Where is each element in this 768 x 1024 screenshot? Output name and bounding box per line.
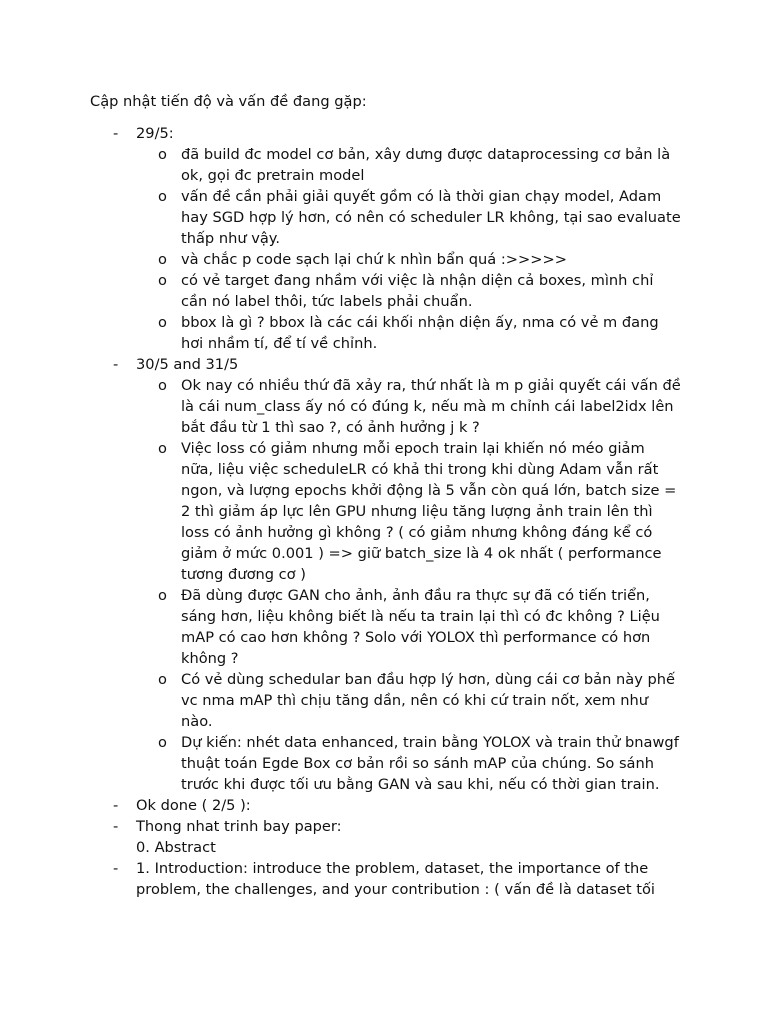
circle-bullet: o <box>158 440 167 457</box>
dash-bullet: - <box>113 860 119 877</box>
sub-item-text: đã build đc model cơ bản, xây dưng được dataprocessing cơ bản là ok, gọi đc pretrain model <box>181 146 671 184</box>
circle-bullet: o <box>158 734 167 751</box>
sub-item-list <box>0 375 768 795</box>
document-heading: Cập nhật tiến độ và vấn đề đang gặp: <box>90 93 367 110</box>
circle-bullet: o <box>158 251 167 268</box>
sub-item-text: bbox là gì ? bbox là các cái khối nhận diện ấy, nma có vẻ m đang hơi nhầm tí, để tí về chỉnh. <box>181 314 659 352</box>
circle-bullet: o <box>158 671 167 688</box>
circle-bullet: o <box>158 188 167 205</box>
log-entry-label: 1. Introduction: introduce the problem, dataset, the importance of the problem, the challenges, and your contribution : ( vấn đề là dataset tối <box>136 860 655 898</box>
log-entry-paper-outline <box>0 816 768 858</box>
sub-item-text: Việc loss có giảm nhưng mỗi epoch train lại khiến nó méo giảm nữa, liệu việc scheduleLR có khả thi trong khi dùng Adam vẫn rất ngon, và lượng epochs khởi động là 5 vẫn còn quá lớn, batch size = 2 thì giảm áp lực lên GPU nhưng liệu tăng lượng ảnh train lên thì loss có ảnh hưởng gì không ? ( có giảm nhưng không đáng kể có giảm ở mức 0.001 ) => giữ batch_size là 4 ok nhất ( performance tương đương cơ ) <box>181 440 677 583</box>
log-entry-29-5 <box>0 123 768 354</box>
sub-item-text: và chắc p code sạch lại chứ k nhìn bẩn quá :>>>>> <box>181 251 567 268</box>
log-entry-label: Ok done ( 2/5 ): <box>136 797 251 814</box>
circle-bullet: o <box>158 146 167 163</box>
sub-item-text: có vẻ target đang nhầm với việc là nhận diện cả boxes, mình chỉ cần nó label thôi, tức labels phải chuẩn. <box>181 272 654 310</box>
circle-bullet: o <box>158 587 167 604</box>
sub-item <box>0 270 768 312</box>
sub-item <box>0 186 768 249</box>
dash-bullet: - <box>113 356 119 373</box>
dash-bullet: - <box>113 125 119 142</box>
log-entry-30-31-5 <box>0 354 768 795</box>
circle-bullet: o <box>158 377 167 394</box>
sub-item <box>0 312 768 354</box>
circle-bullet: o <box>158 314 167 331</box>
abstract-line: 0. Abstract <box>136 839 216 856</box>
sub-item <box>0 732 768 795</box>
sub-item <box>0 585 768 669</box>
sub-item-text: Có vẻ dùng schedular ban đầu hợp lý hơn, dùng cái cơ bản này phế vc nma mAP thì chịu tăng dần, nên có khi cứ train nốt, xem như nào. <box>181 671 675 730</box>
sub-item <box>0 438 768 585</box>
log-entry-label: 30/5 and 31/5 <box>136 356 239 373</box>
sub-item <box>0 669 768 732</box>
sub-item-text: Dự kiến: nhét data enhanced, train bằng YOLOX và train thử bnawgf thuật toán Egde Box cơ bản rồi so sánh mAP của chúng. So sánh trước khi được tối ưu bằng GAN và sau khi, nếu có thời gian train. <box>181 734 679 793</box>
sub-item-text: vấn đề cần phải giải quyết gồm có là thời gian chạy model, Adam hay SGD hợp lý hơn, có nên có scheduler LR không, tại sao evaluate thấp như vậy. <box>181 188 681 247</box>
progress-log-list <box>0 123 768 900</box>
sub-item <box>0 375 768 438</box>
sub-item <box>0 249 768 270</box>
dash-bullet: - <box>113 797 119 814</box>
circle-bullet: o <box>158 272 167 289</box>
sub-item-text: Đã dùng được GAN cho ảnh, ảnh đầu ra thực sự đã có tiến triển, sáng hơn, liệu không biết là nếu ta train lại thì có đc không ? Liệu mAP có cao hơn không ? Solo với YOLOX thì performance có hơn không ? <box>181 587 660 667</box>
log-entry-introduction <box>0 858 768 900</box>
dash-bullet: - <box>113 818 119 835</box>
log-entry-ok-done <box>0 795 768 816</box>
sub-item-text: Ok nay có nhiều thứ đã xảy ra, thứ nhất là m p giải quyết cái vấn đề là cái num_class ấy nó có đúng k, nếu mà m chỉnh cái label2idx lên bắt đầu từ 1 thì sao ?, có ảnh hưởng j k ? <box>181 377 681 436</box>
sub-item-list <box>0 144 768 354</box>
sub-item <box>0 144 768 186</box>
log-entry-label: 29/5: <box>136 125 174 142</box>
log-entry-label: Thong nhat trinh bay paper: <box>136 818 342 835</box>
